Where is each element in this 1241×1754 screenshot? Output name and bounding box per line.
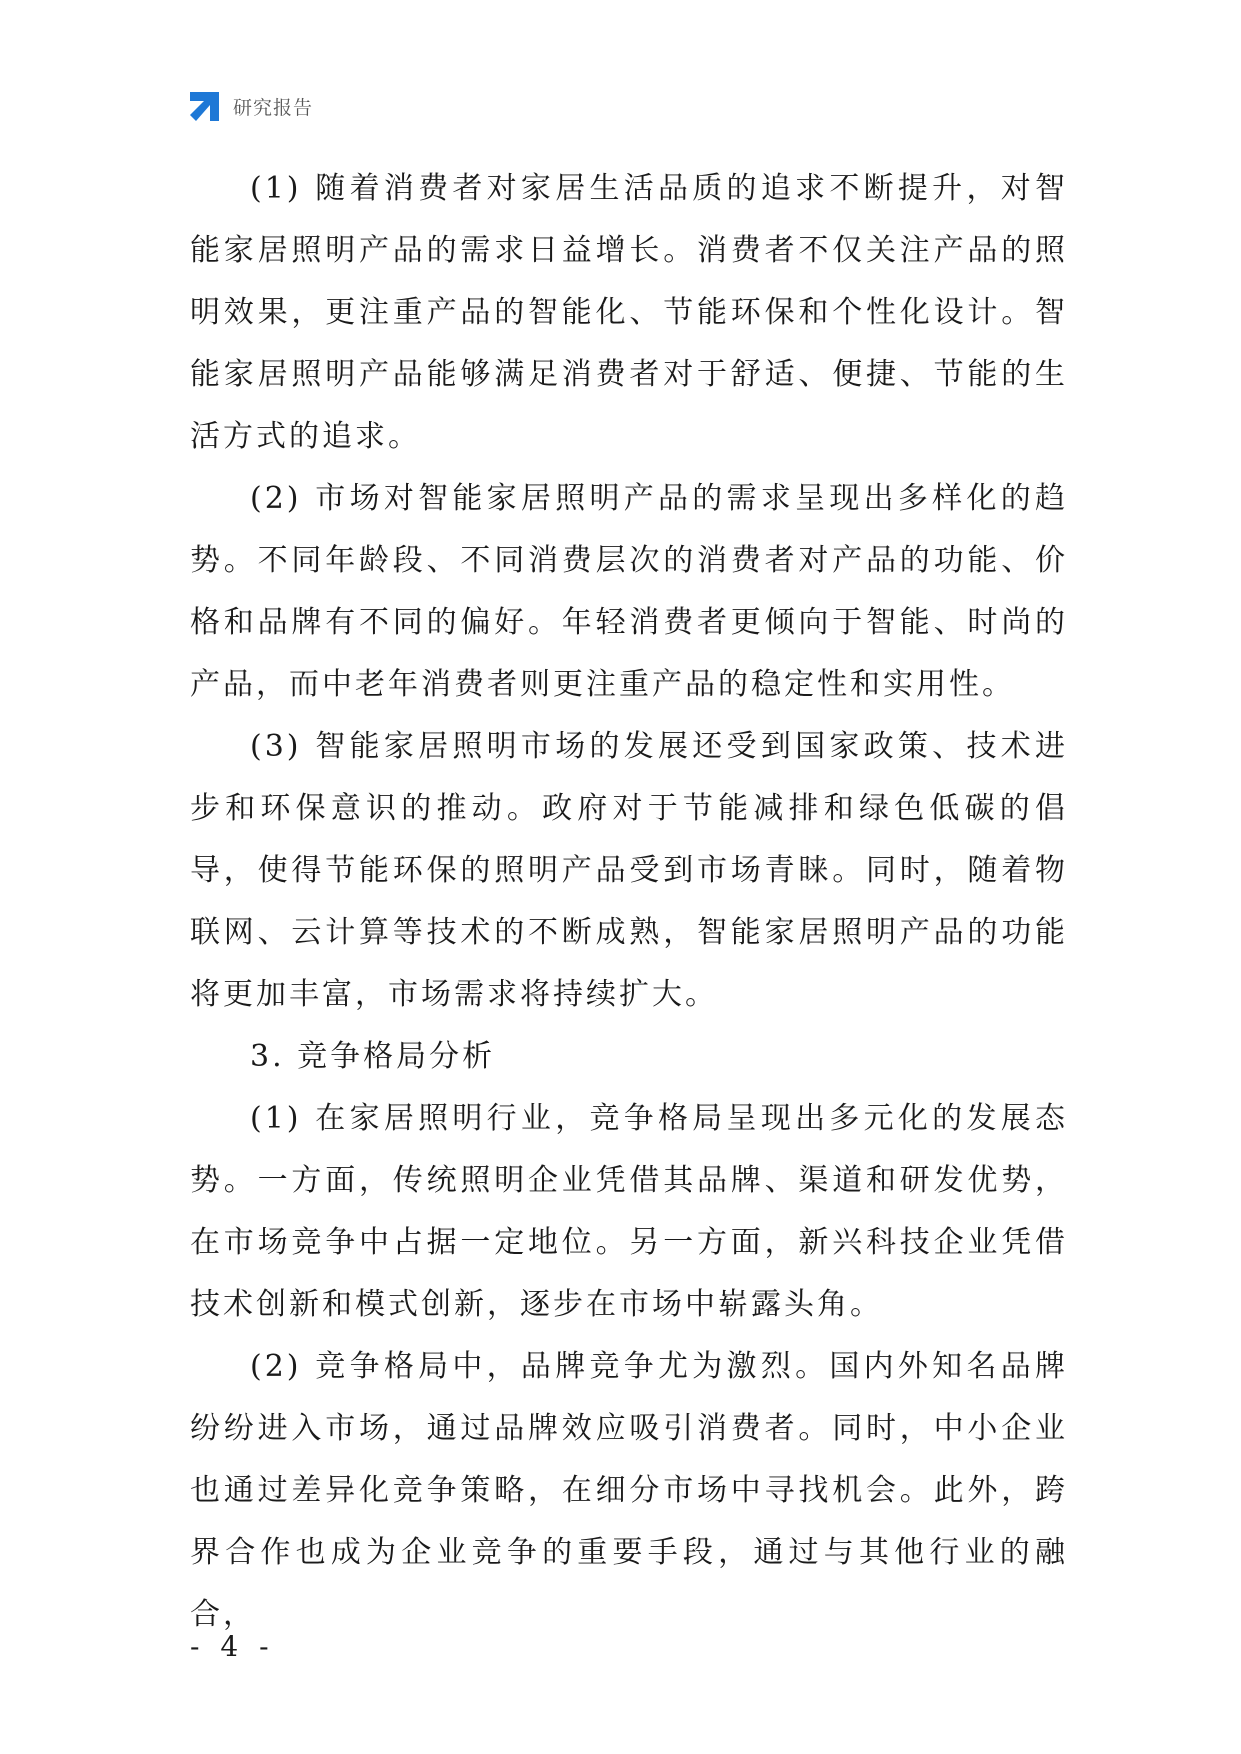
paragraph-2: (2) 市场对智能家居照明产品的需求呈现出多样化的趋势。不同年龄段、不同消费层次的消费者对产品的功能、价格和品牌有不同的偏好。年轻消费者更倾向于智能、时尚的产品，而中老年消费者则更注重产品的稳定性和实用性。 <box>190 481 1068 702</box>
page-number: - 4 - <box>190 1630 275 1663</box>
section-paragraph-1: (1) 在家居照明行业，竞争格局呈现出多元化的发展态势。一方面，传统照明企业凭借其品牌、渠道和研发优势，在市场竞争中占据一定地位。另一方面，新兴科技企业凭借技术创新和模式创新，逐步在市场中崭露头角。 <box>190 1101 1068 1322</box>
arrow-up-right-icon <box>188 90 221 123</box>
paragraph-3: (3) 智能家居照明市场的发展还受到国家政策、技术进步和环保意识的推动。政府对于节能减排和绿色低碳的倡导，使得节能环保的照明产品受到市场青睐。同时，随着物联网、云计算等技术的不断成熟，智能家居照明产品的功能将更加丰富，市场需求将持续扩大。 <box>190 729 1068 1012</box>
brand-label: 研究报告 <box>233 96 314 119</box>
page-header <box>188 88 313 124</box>
section-heading: 3. 竞争格局分析 <box>250 1039 496 1074</box>
section-paragraph-2: (2) 竞争格局中，品牌竞争尤为激烈。国内外知名品牌纷纷进入市场，通过品牌效应吸引消费者。同时，中小企业也通过差异化竞争策略，在细分市场中寻找机会。此外，跨界合作也成为企业竞争的重要手段，通过与其他行业的融合， <box>190 1349 1068 1632</box>
paragraph-1: (1) 随着消费者对家居生活品质的追求不断提升，对智能家居照明产品的需求日益增长。消费者不仅关注产品的照明效果，更注重产品的智能化、节能环保和个性化设计。智能家居照明产品能够满足消费者对于舒适、便捷、节能的生活方式的追求。 <box>190 171 1068 454</box>
document-body <box>190 158 1068 1646</box>
